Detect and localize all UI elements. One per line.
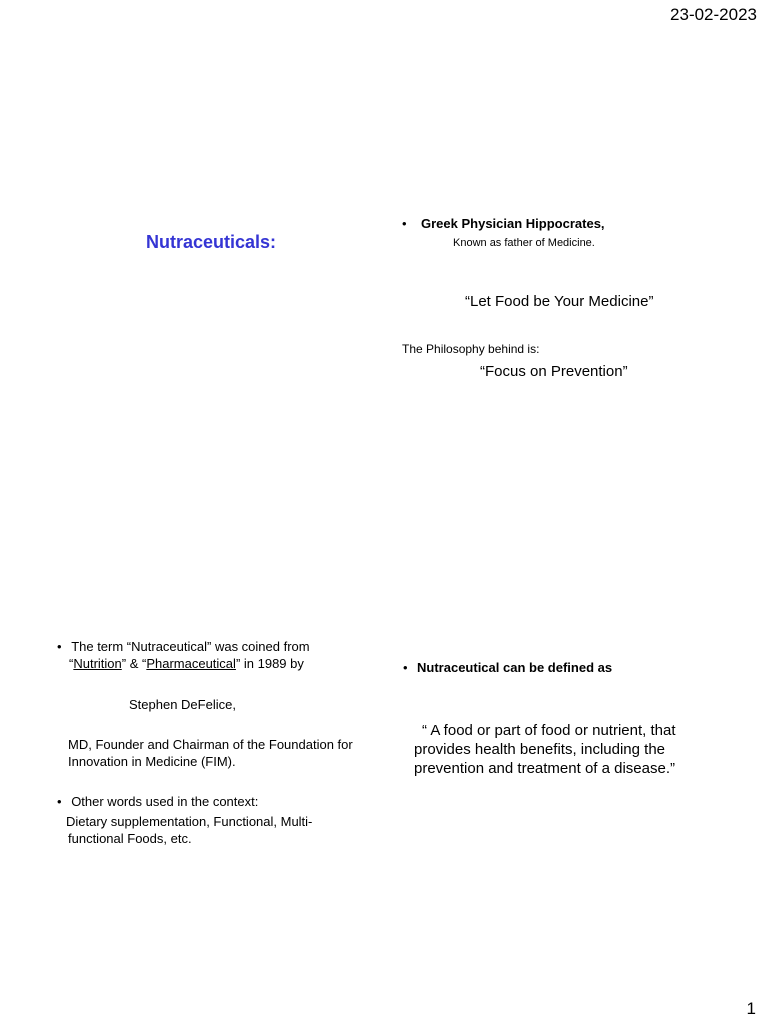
quote-mark: “ bbox=[69, 656, 74, 671]
hippocrates-subtitle: Known as father of Medicine. bbox=[453, 237, 595, 249]
definition-bullet bbox=[403, 659, 612, 677]
hippocrates-bullet bbox=[402, 215, 605, 233]
person-name: Stephen DeFelice, bbox=[129, 697, 236, 712]
philosophy-label: The Philosophy behind is: bbox=[402, 342, 540, 356]
slide-title: Nutraceuticals: bbox=[146, 232, 277, 252]
bullet-icon: • bbox=[57, 639, 62, 654]
person-role bbox=[68, 736, 353, 770]
coined-bullet bbox=[57, 638, 357, 672]
role-line2: Innovation in Medicine (FIM). bbox=[68, 754, 236, 769]
definition-line3: prevention and treatment of a disease.” bbox=[414, 760, 675, 777]
nutrition-term: Nutrition bbox=[73, 656, 122, 671]
coined-line1: The term “Nutraceutical” was coined from bbox=[71, 639, 310, 654]
pharmaceutical-term: Pharmaceutical bbox=[146, 656, 236, 671]
coined-line2 bbox=[69, 655, 357, 672]
definition-label: Nutraceutical can be defined as bbox=[417, 660, 613, 675]
ampersand-text: ” & “ bbox=[121, 656, 147, 671]
hippocrates-quote: “Let Food be Your Medicine” bbox=[465, 293, 654, 310]
hippocrates-label: Greek Physician Hippocrates, bbox=[421, 216, 605, 231]
definition-quote bbox=[414, 721, 676, 778]
page-number: 1 bbox=[746, 999, 756, 1018]
other-words-bullet bbox=[57, 793, 258, 810]
definition-line1: “ A food or part of food or nutrient, that bbox=[422, 722, 676, 739]
other-words-line1: Dietary supplementation, Functional, Multi- bbox=[66, 814, 313, 829]
year-text: ” in 1989 by bbox=[235, 656, 304, 671]
definition-line2: provides health benefits, including the bbox=[414, 741, 666, 758]
philosophy-quote: “Focus on Prevention” bbox=[480, 363, 628, 380]
other-words-label: Other words used in the context: bbox=[71, 794, 259, 809]
bullet-icon: • bbox=[402, 216, 407, 231]
other-words-list bbox=[66, 813, 312, 847]
bullet-icon: • bbox=[57, 794, 62, 809]
date-label: 23-02-2023 bbox=[670, 5, 757, 24]
other-words-line2: functional Foods, etc. bbox=[68, 831, 192, 846]
bullet-icon: • bbox=[403, 660, 408, 675]
role-line1: MD, Founder and Chairman of the Foundation for bbox=[68, 737, 353, 752]
